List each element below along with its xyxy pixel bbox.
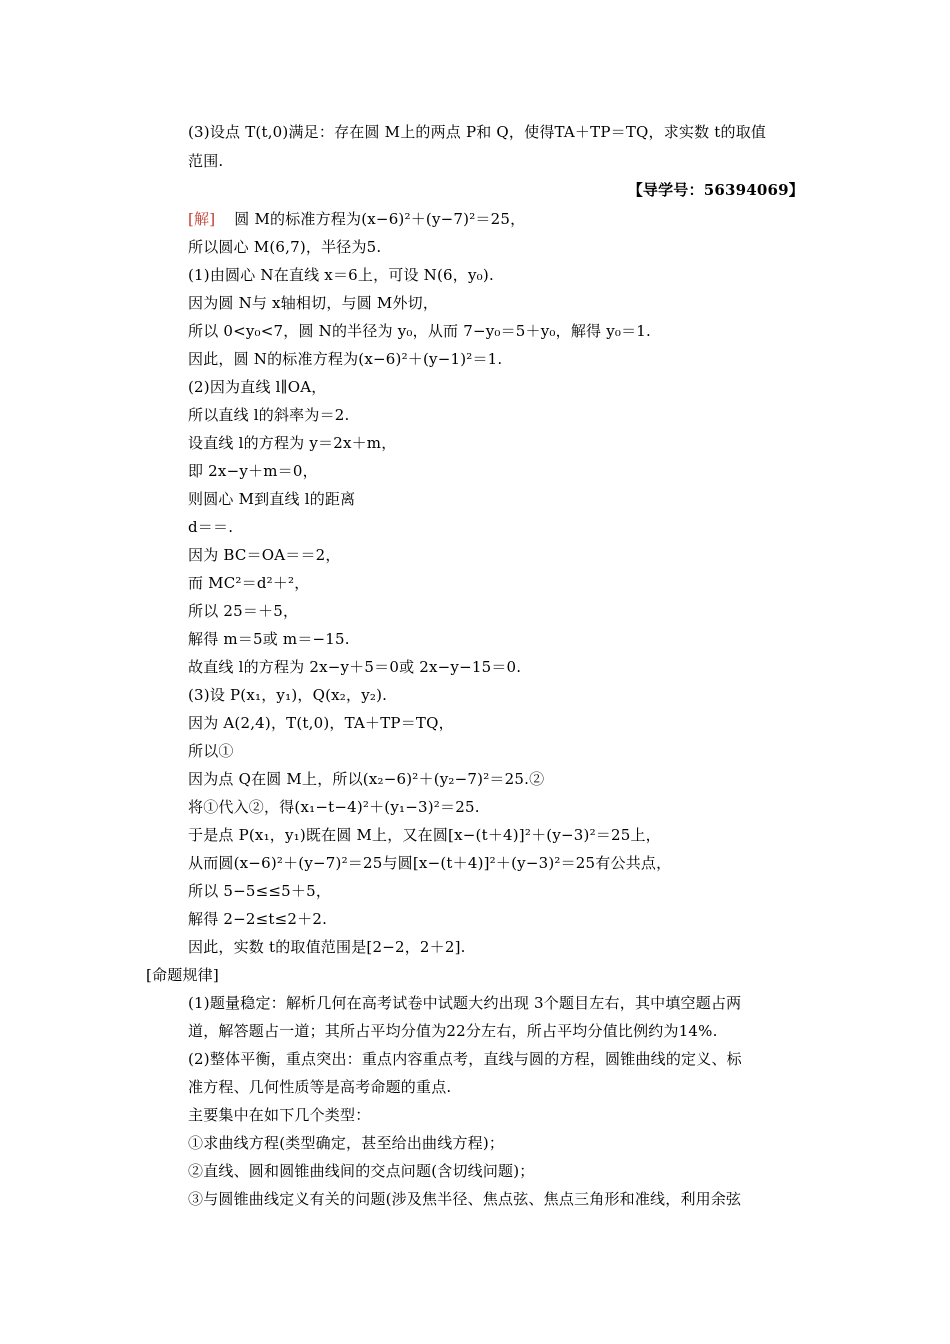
rules-line-6: ②直线、圆和圆锥曲线间的交点问题(含切线问题)； bbox=[188, 1162, 535, 1180]
solution-line-26: 因此，实数 t的取值范围是[2−2，2＋2]. bbox=[188, 938, 466, 956]
solution-line-17: (3)设 P(x₁，y₁)，Q(x₂，y₂). bbox=[188, 686, 388, 704]
solution-line-24: 所以 5−5≤≤5＋5， bbox=[188, 882, 332, 900]
rules-line-5: ①求曲线方程(类型确定，甚至给出曲线方程)； bbox=[188, 1134, 505, 1152]
rules-line-7: ③与圆锥曲线定义有关的问题(涉及焦半径、焦点弦、焦点三角形和准线，利用余弦 bbox=[188, 1190, 742, 1208]
solution-line-22: 于是点 P(x₁，y₁)既在圆 M上，又在圆[x−(t＋4)]²＋(y−3)²＝25上， bbox=[188, 826, 661, 844]
problem-part3-line2: 范围. bbox=[188, 152, 224, 170]
solution-line-18: 因为 A(2,4)，T(t,0)，TA＋TP＝TQ， bbox=[188, 714, 454, 732]
solution-line-8: 设直线 l的方程为 y＝2x＋m， bbox=[188, 434, 397, 452]
rules-line-1: 道，解答题占一道；其所占平均分值为22分左右，所占平均分值比例约为14%. bbox=[188, 1022, 718, 1040]
solution-line-1: 所以圆心 M(6,7)，半径为5. bbox=[188, 238, 382, 256]
solution-tag: [解] bbox=[188, 210, 216, 228]
solution-line-16: 故直线 l的方程为 2x−y＋5＝0或 2x−y−15＝0. bbox=[188, 658, 522, 676]
rules-line-2: (2)整体平衡，重点突出：重点内容重点考，直线与圆的方程，圆锥曲线的定义、标 bbox=[188, 1050, 742, 1068]
solution-line-21: 将①代入②，得(x₁−t−4)²＋(y₁−3)²＝25. bbox=[188, 798, 480, 816]
solution-line-10: 则圆心 M到直线 l的距离 bbox=[188, 490, 356, 508]
solution-line-6: (2)因为直线 l∥OA， bbox=[188, 378, 327, 396]
solution-text: 圆 M的标准方程为(x−6)²＋(y−7)²＝25， bbox=[234, 210, 526, 228]
solution-line-0 bbox=[188, 209, 525, 229]
solution-line-20: 因为点 Q在圆 M上，所以(x₂−6)²＋(y₂−7)²＝25.② bbox=[188, 770, 545, 788]
solution-line-23: 从而圆(x−6)²＋(y−7)²＝25与圆[x−(t＋4)]²＋(y−3)²＝25有公共点， bbox=[188, 854, 672, 872]
rules-line-3: 准方程、几何性质等是高考命题的重点. bbox=[188, 1078, 452, 1096]
solution-line-25: 解得 2−2≤t≤2＋2. bbox=[188, 910, 328, 928]
solution-line-11: d＝＝. bbox=[188, 518, 234, 536]
rules-heading: [命题规律] bbox=[146, 966, 219, 984]
solution-line-13: 而 MC²＝d²＋²， bbox=[188, 574, 310, 592]
solution-line-7: 所以直线 l的斜率为＝2. bbox=[188, 406, 350, 424]
solution-line-19: 所以① bbox=[188, 742, 234, 760]
solution-line-2: (1)由圆心 N在直线 x＝6上，可设 N(6，y₀). bbox=[188, 266, 494, 284]
rules-line-4: 主要集中在如下几个类型： bbox=[188, 1106, 371, 1124]
solution-line-12: 因为 BC＝OA＝＝2， bbox=[188, 546, 341, 564]
solution-line-14: 所以 25＝＋5， bbox=[188, 602, 299, 620]
solution-line-15: 解得 m＝5或 m＝−15. bbox=[188, 630, 350, 648]
solution-line-9: 即 2x−y＋m＝0， bbox=[188, 462, 318, 480]
solution-line-4: 所以 0<y₀<7，圆 N的半径为 y₀，从而 7−y₀＝5＋y₀，解得 y₀＝1. bbox=[188, 322, 651, 340]
solution-line-3: 因为圆 N与 x轴相切，与圆 M外切， bbox=[188, 294, 439, 312]
guide-number: 【导学号：56394069】 bbox=[627, 181, 804, 199]
problem-part3-line1: (3)设点 T(t,0)满足：存在圆 M上的两点 P和 Q，使得TA＋TP＝TQ，求实数 t的取值 bbox=[188, 123, 767, 141]
rules-line-0: (1)题量稳定：解析几何在高考试卷中试题大约出现 3个题目左右，其中填空题占两 bbox=[188, 994, 742, 1012]
solution-line-5: 因此，圆 N的标准方程为(x−6)²＋(y−1)²＝1. bbox=[188, 350, 503, 368]
